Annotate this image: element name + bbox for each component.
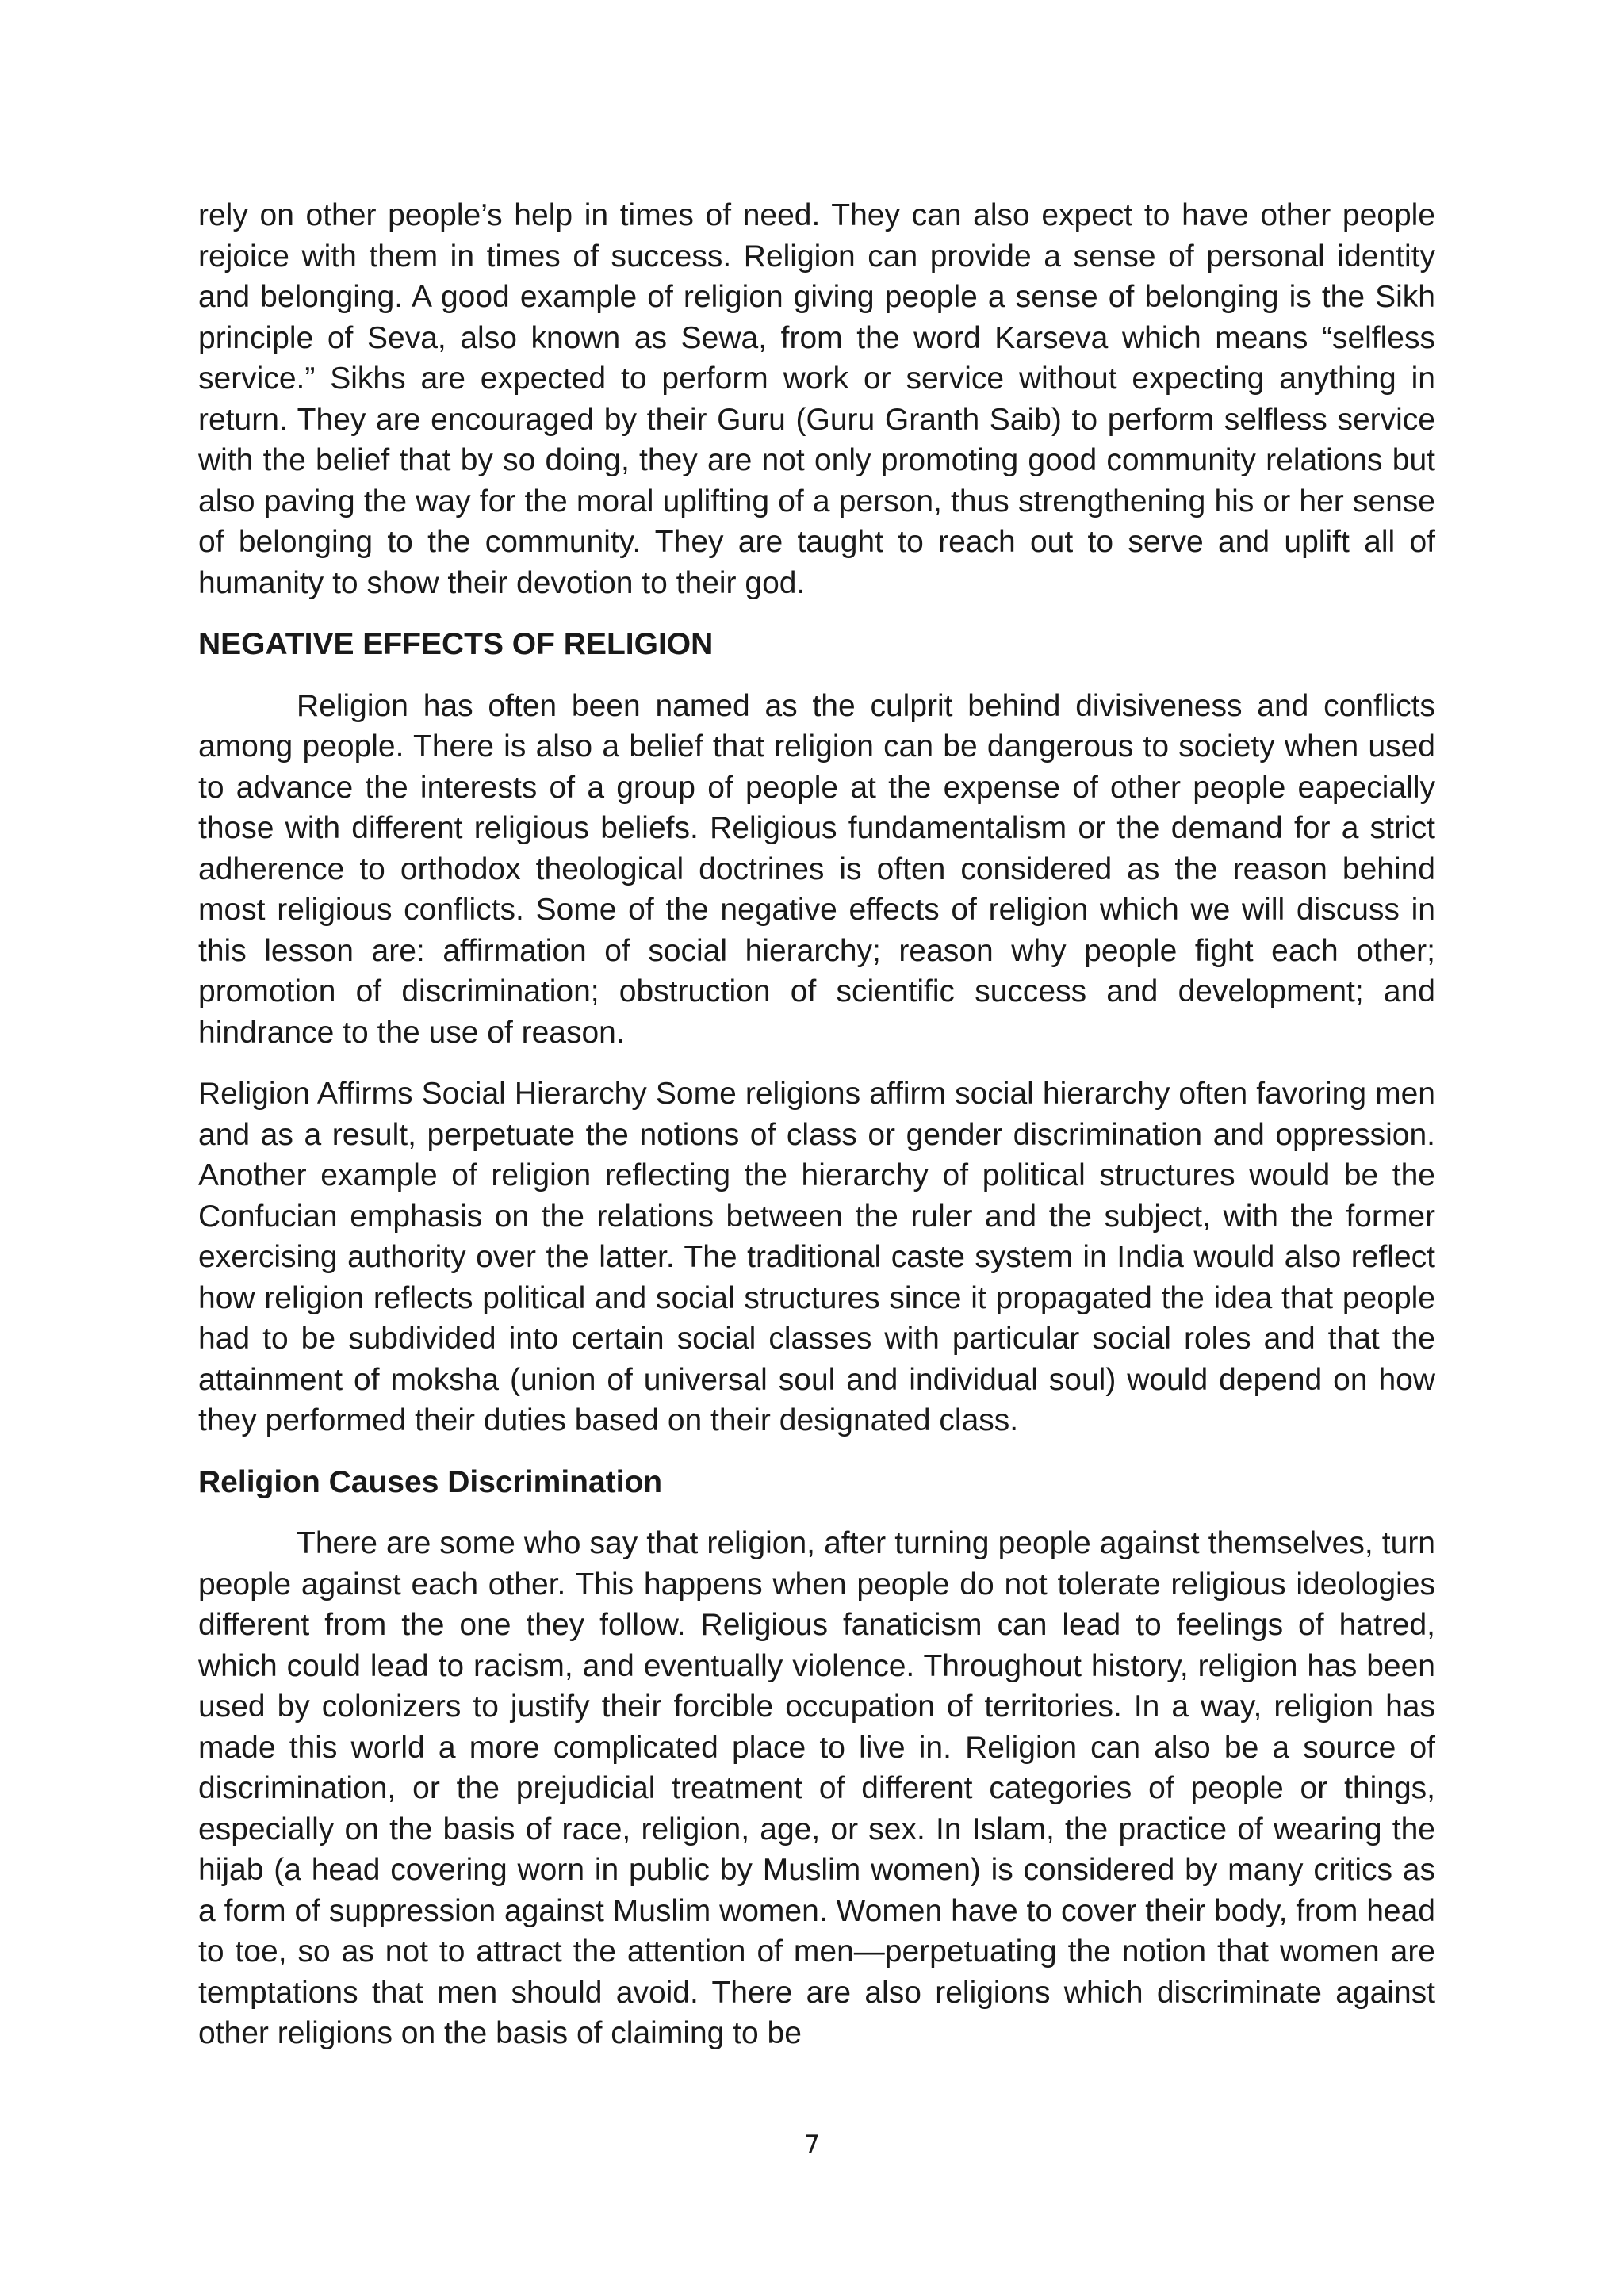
body-paragraph: rely on other people’s help in times of need. They can also expect to have other people rejoice with them in times of success. Religion can provide a sense of personal identity and belonging. A good example of religion giving people a sense of belonging is the Sikh principle of Seva, also known as Sewa, from the word Karseva which means “selfless service.” Sikhs are expected to perform work or service without expecting anything in return. They are encouraged by their Guru (Guru Granth Saib) to perform selfless service with the belief that by so doing, they are not only promoting good community relations but also paving the way for the moral uplifting of a person, thus strengthening his or her sense of belonging to the community. They are taught to reach out to serve and uplift all of humanity to show their devotion to their god.	[198, 198, 1435, 600]
section-heading: NEGATIVE EFFECTS OF RELIGION	[198, 627, 714, 661]
body-paragraph: There are some who say that religion, after turning people against themselves, turn people against each other. This happens when people do not tolerate religious ideologies different from the one they follow. Religious fanaticism can lead to feelings of hatred, which could lead to racism, and eventually violence. Throughout history, religion has been used by colonizers to justify their forcible occupation of territories. In a way, religion has made this world a more complicated place to live in. Religion can also be a source of discrimination, or the prejudicial treatment of different categories of people or things, especially on the basis of race, religion, age, or sex. In Islam, the practice of wearing the hijab (a head covering worn in public by Muslim women) is considered by many critics as a form of suppression against Muslim women. Women have to cover their body, from head to toe, so as not to attract the attention of men—perpetuating the notion that women are temptations that men should avoid. There are also religions which discriminate against other religions on the basis of claiming to be	[198, 1526, 1435, 2050]
body-paragraph: Religion Affirms Social Hierarchy Some religions affirm social hierarchy often favoring men and as a result, perpetuate the notions of class or gender discrimination and oppression. Another example of religion reflecting the hierarchy of political structures would be the Confucian emphasis on the relations between the ruler and the subject, with the former exercising authority over the latter. The traditional caste system in India would also reflect how religion reflects political and social structures since it propagated the idea that people had to be subdivided into certain social classes with particular social roles and that the attainment of moksha (union of universal soul and individual soul) would depend on how they performed their duties based on their designated class.	[198, 1077, 1435, 1437]
page-content	[198, 195, 1435, 2075]
page-number: 7	[803, 2130, 821, 2160]
body-paragraph: Religion has often been named as the culprit behind divisiveness and conflicts among people. There is also a belief that religion can be dangerous to society when used to advance the interests of a group of people at the expense of other people eapecially those with different religious beliefs. Religious fundamentalism or the demand for a strict adherence to orthodox theological doctrines is often considered as the reason behind most religious conflicts. Some of the negative effects of religion which we will discuss in this lesson are: affirmation of social hierarchy; reason why people fight each other; promotion of discrimination; obstruction of scientific success and development; and hindrance to the use of reason.	[198, 688, 1435, 1050]
subsection-heading: Religion Causes Discrimination	[198, 1464, 663, 1499]
